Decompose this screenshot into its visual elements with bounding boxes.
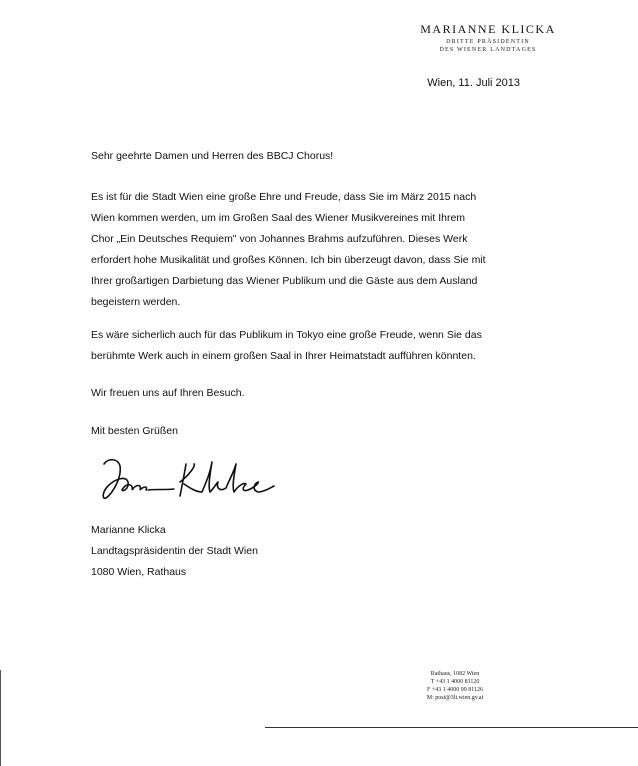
- sender-title: Landtagspräsidentin der Stadt Wien: [91, 545, 258, 557]
- sender-block: [91, 520, 258, 583]
- text-line: Es ist für die Stadt Wien eine große Ehre und Freude, dass Sie im März 2015 nach: [91, 191, 477, 203]
- paragraph-2: [91, 325, 521, 367]
- letterhead-line1: DRITTE PRÄSIDENTIN: [446, 39, 530, 45]
- closing: Mit besten Grüßen: [91, 425, 178, 437]
- scan-edge-left: [0, 670, 1, 766]
- sender-name: Marianne Klicka: [91, 524, 166, 536]
- scan-edge-line: [265, 727, 638, 728]
- footer-line: F +43 1 4000 99 81126: [427, 687, 483, 693]
- text-line: Wien kommen werden, um im Großen Saal des Wiener Musikvereines mit Ihrem: [91, 212, 466, 224]
- sender-address: 1080 Wien, Rathaus: [91, 566, 187, 578]
- letter-date: Wien, 11. Juli 2013: [427, 77, 520, 89]
- text-line: Chor „Ein Deutsches Requiem" von Johannes Brahms aufzuführen. Dieses Werk: [91, 233, 468, 245]
- greeting: Sehr geehrte Damen und Herren des BBCJ Chorus!: [91, 150, 334, 162]
- footer-line: T +43 1 4000 81120: [430, 679, 480, 685]
- letterhead-line2: DES WIENER LANDTAGES: [439, 47, 537, 53]
- text-line: Ihrer großartigen Darbietung das Wiener Publikum und die Gäste aus dem Ausland: [91, 275, 478, 287]
- letterhead-name: MARIANNE KLICKA: [420, 22, 556, 36]
- text-line: Wir freuen uns auf Ihren Besuch.: [91, 387, 245, 399]
- footer-line: Rathaus, 1082 Wien: [430, 671, 480, 677]
- letterhead: [378, 22, 598, 53]
- footer-line: M: post@3lt.wien.gv.at: [426, 695, 484, 701]
- text-line: Es wäre sicherlich auch für das Publikum in Tokyo eine große Freude, wenn Sie das: [91, 329, 482, 341]
- text-line: berühmte Werk auch in einem großen Saal in Ihrer Heimatstadt aufführen könnten.: [91, 350, 476, 362]
- footer-contact: [395, 670, 515, 702]
- paragraph-3: [91, 383, 521, 404]
- text-line: erfordert hohe Musikalität und großes Können. Ich bin überzeugt davon, dass Sie mit: [91, 254, 486, 266]
- paragraph-1: [91, 187, 521, 313]
- text-line: begeistern werden.: [91, 296, 181, 308]
- handwritten-signature: [98, 452, 278, 512]
